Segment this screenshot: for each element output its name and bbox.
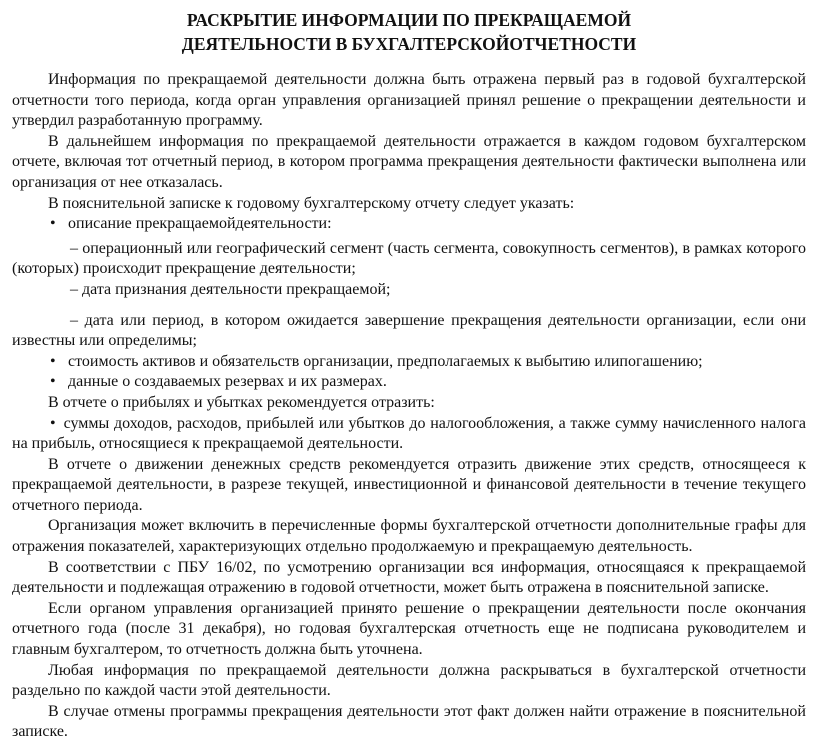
paragraph-3: В пояснительной записке к годовому бухгалтерскому отчету следует указать: <box>48 194 575 212</box>
paragraph-7: В соответствии с ПБУ 16/02, по усмотрению организации вся информация, относящаяся к прекращаемой деятельности и подлежащая отражению в годовой отчетности, может быть отражена в пояснительной записке. <box>12 558 806 597</box>
title-line-2: ДЕЯТЕЛЬНОСТИ В БУХГАЛТЕРСКОЙОТЧЕТНОСТИ <box>181 34 637 54</box>
dash-item-3: – дата или период, в котором ожидается завершение прекращения деятельности организации, если они известны или определимы; <box>12 311 806 350</box>
bullet-text-4: суммы доходов, расходов, прибылей или убытков до налогообложения, а также сумму начисленного налога на прибыль, относящиеся к прекращаемой деятельности. <box>12 414 806 453</box>
dash-item-2: – дата признания деятельности прекращаемой; <box>70 280 391 298</box>
document-page <box>12 8 806 743</box>
bullet-icon: • <box>50 414 56 432</box>
paragraph-10: В случае отмены программы прекращения деятельности этот факт должен найти отражение в пояснительной записке. <box>12 702 806 741</box>
dash-item-1: – операционный или географический сегмент (часть сегмента, совокупность сегментов), в рамках которого (которых) происходит прекращение деятельности; <box>12 239 806 278</box>
document-title <box>12 8 806 56</box>
title-line-1: РАСКРЫТИЕ ИНФОРМАЦИИ ПО ПРЕКРАЩАЕМОЙ <box>186 10 632 30</box>
bullet-item-4 <box>12 414 806 455</box>
paragraph-4: В отчете о прибылях и убытках рекомендуется отразить: <box>48 393 435 411</box>
bullet-text-1: описание прекращаемойдеятельности: <box>68 215 332 233</box>
document-body <box>12 70 806 743</box>
paragraph-5: В отчете о движении денежных средств рекомендуется отразить движение этих средств, относящееся к прекращаемой деятельности, в разрезе текущей, инвестиционной и финансовой деятельности в течение текущего отчетного периода. <box>12 455 806 514</box>
bullet-icon: • <box>50 352 56 370</box>
paragraph-8: Если органом управления организацией принято решение о прекращении деятельности после окончания отчетного года (после 31 декабря), но годовая бухгалтерская отчетность еще не подписана руководителем и главным бухгалтером, то отчетность должна быть уточнена. <box>12 599 806 659</box>
paragraph-2: В дальнейшем информация по прекращаемой деятельности отражается в каждом годовом бухгалтерском отчете, включая тот отчетный период, в котором программа прекращения деятельности фактически выполнена или организация от нее отказалась. <box>12 132 806 191</box>
bullet-icon: • <box>50 373 56 391</box>
paragraph-9: Любая информация по прекращаемой деятельности должна раскрываться в бухгалтерской отчетности раздельно по каждой части этой деятельности. <box>12 661 806 700</box>
bullet-item-3 <box>12 372 806 393</box>
bullet-item-2 <box>12 352 806 373</box>
bullet-text-3: данные о создаваемых резервах и их размерах. <box>68 373 387 391</box>
bullet-item-1 <box>12 214 806 235</box>
paragraph-6: Организация может включить в перечисленные формы бухгалтерской отчетности дополнительные графы для отражения показателей, характеризующих отдельно продолжаемую и прекращаемую деятельность. <box>12 517 806 556</box>
bullet-text-2: стоимость активов и обязательств организации, предполагаемых к выбытию илипогашению; <box>68 352 703 370</box>
paragraph-1: Информация по прекращаемой деятельности должна быть отражена первый раз в годовой бухгалтерской отчетности того периода, когда орган управления организацией принял решение о прекращении деятельности и утвердил разработанную программу. <box>12 71 806 130</box>
bullet-icon: • <box>50 215 56 233</box>
